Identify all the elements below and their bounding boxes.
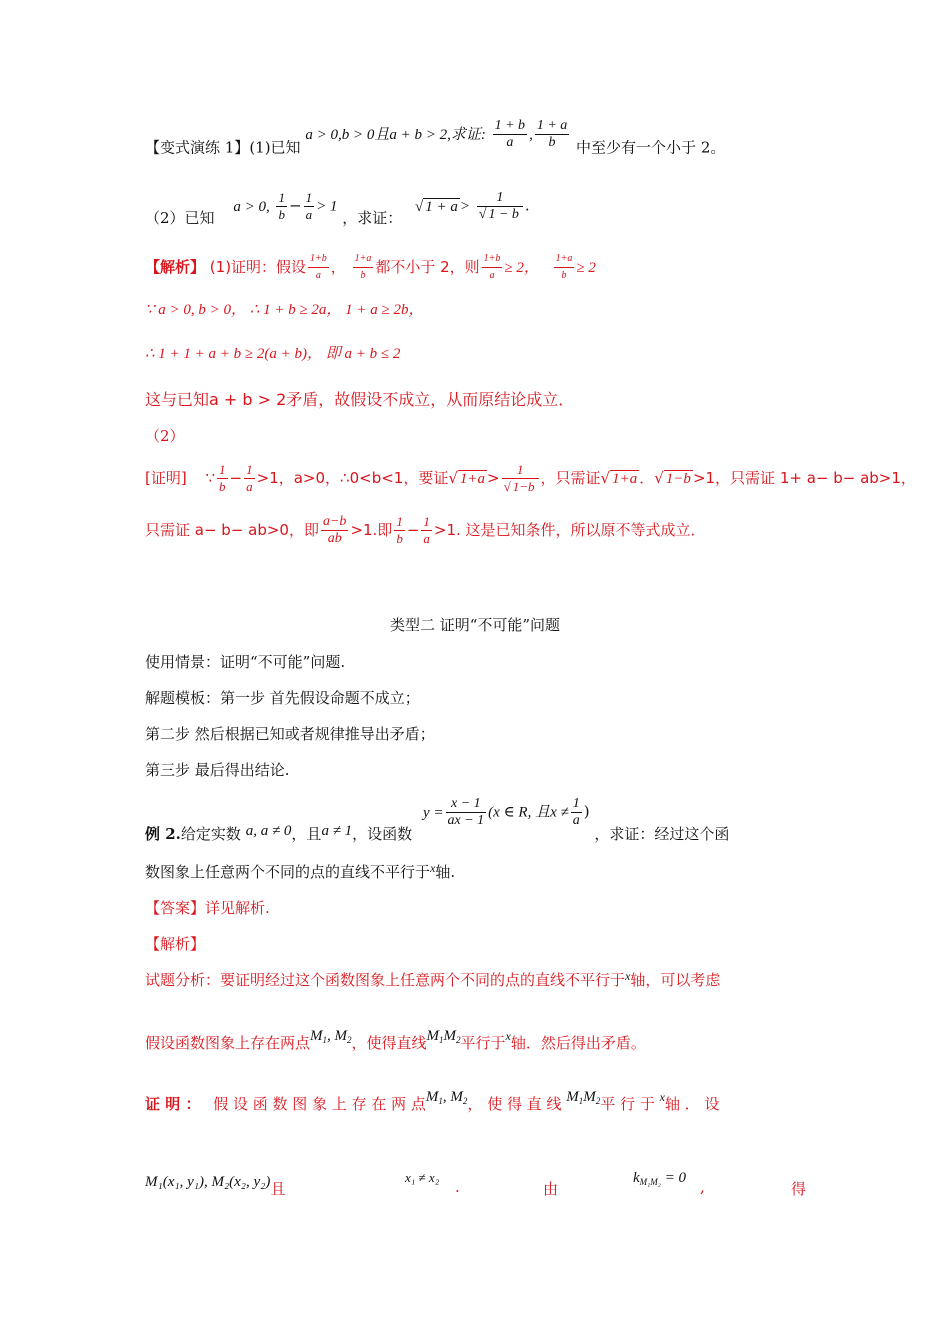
analysis-line-1: 试题分析：要证明经过这个函数图象上任意两个不同的点的直线不平行于$^x$轴，可以考虑	[145, 969, 721, 989]
template-step-3: 第三步 最后得出结论.	[145, 761, 290, 779]
example-label: 例 2.	[145, 824, 181, 843]
analysis-label: 【解析】	[145, 935, 206, 953]
template-step-2: 第二步 然后根据已知或者规律推导出矛盾；	[145, 725, 435, 743]
solution-line-1: 【解析】 (1)证明：假设 $\frac{1+b}{a}$ ， $\frac{1+a}{b}$ 都不小于 2，则 $\frac{1+b}{a}$ ≥ 2， $\frac{1+a}{b}$ ≥ 2	[145, 253, 596, 281]
solution-line-4: 这与已知a + b > 2矛盾，故假设不成立，从而原结论成立．	[145, 390, 575, 409]
solution-line-2: ∵ a > 0, b > 0， ∴ 1 + b ≥ 2a， 1 + a ≥ 2b，	[145, 302, 424, 318]
exercise-1-part-2: （2）已知 a > 0, $\frac{1}{b}$ − $\frac{1}{a}$ > 1 ，求证： √ 1 + a > $\frac{1}{√ 1 - b}$ .	[145, 190, 530, 227]
answer-line: 【答案】详见解析.	[145, 899, 270, 917]
usage-scenario: 使用情景：证明“不可能”问题.	[145, 653, 346, 671]
answer-label: 【答案】	[145, 899, 206, 917]
condition-formula: a > 0,b > 0且a + b > 2,求证:	[305, 126, 486, 143]
solution-line-5: （2）	[145, 427, 185, 445]
analysis-line-2: 假设函数图象上存在两点$M_1$, $M_2$，使得直线$M_1M_2$平行于x轴．然后得出矛盾。	[145, 1028, 646, 1052]
proof-line-2: M₁(x₁, y₁), M₂(x₂, y₂)且 x₁ ≠ x₂ . 由 $k_{M_1M_2} = 0$ , 得	[145, 1170, 807, 1198]
example-2-line-1: 例 2.给定实数 a, a ≠ 0，且a ≠ 1，设函数 y = $\frac{x - 1}{ax - 1}$ (x ∈ R, 且x ≠ $\frac{1}{a}$ ) ，求证：经过这个函	[145, 796, 730, 843]
proof-label: [证明]	[145, 469, 187, 487]
solution-part-2-line-2: 只需证 a− b− ab>0，即 $\frac{a-b}{ab}$ >1.即 $\frac{1}{b}$ − $\frac{1}{a}$ >1. 这是已知条件，所以原不等式成立．	[145, 514, 706, 546]
exercise-1-part-1: 【变式演练 1】(1)已知 a > 0,b > 0且a + b > 2,求证: $\frac{1 + b}{a}$ , $\frac{1 + a}{b}$ 中至少有一个小于 2。	[145, 118, 726, 157]
template-step-1: 解题模板：第一步 首先假设命题不成立；	[145, 689, 420, 707]
solution-line-3: ∴ 1 + 1 + a + b ≥ 2(a + b)， 即 a + b ≤ 2	[145, 346, 401, 362]
exercise-label: 【变式演练 1】	[145, 138, 250, 157]
solution-part-2-line-1: [证明] ∵ $\frac{1}{b}$ − $\frac{1}{a}$ >1，a>0，∴0<b<1，要证√ 1+a > $\frac{1}{√ 1-b}$ ，只需证√ 1+a ．√ 1−b >1，只需证 1+ a− b− ab>1，	[145, 462, 916, 494]
section-title: 类型二 证明“不可能”问题	[389, 616, 561, 634]
example-2-line-2: 数图象上任意两个不同的点的直线不平行于$^x$轴.	[145, 861, 456, 881]
proof-line-1: 证 明 ： 假 设 函 数 图 象 上 存 在 两 点$M_1$, $M_2$， 使 得 直 线 $M_1M_2$平 行 于 x轴 ． 设	[145, 1089, 720, 1113]
solution-label: 【解析】	[145, 258, 206, 276]
